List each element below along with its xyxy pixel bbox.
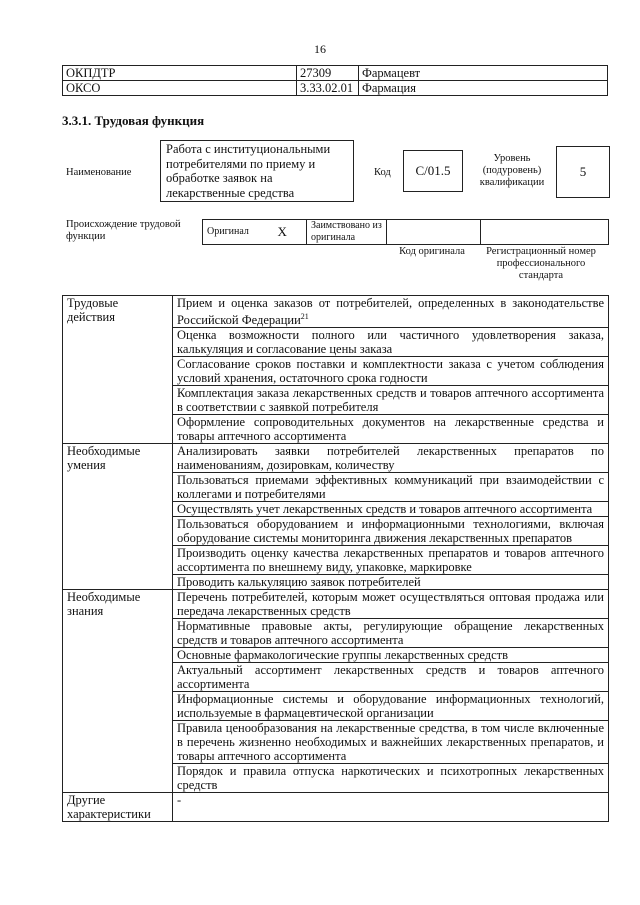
section-item: Согласование сроков поставки и комплектности заказа с учетом соблюдения условий хранения, остаточного срока годности xyxy=(173,357,609,386)
function-name-value: Работа с институциональными потребителями по приему и обработке заявок на лекарственные средства xyxy=(160,140,354,202)
name-label: Наименование xyxy=(66,167,132,178)
classifier-codes-table xyxy=(62,65,608,96)
section-title-skills: Необходимые умения xyxy=(63,444,173,590)
origin-code-cell xyxy=(387,220,481,245)
section-title-knowledge: Необходимые знания xyxy=(63,590,173,793)
borrowed-label: Заимствовано из оригинала xyxy=(307,220,387,245)
section-item: - xyxy=(173,793,609,822)
section-item: Прием и оценка заказов от потребителей, определенных в законодательстве Российской Федерации$^{21}$ xyxy=(173,296,609,328)
section-title-other: Другие характеристики xyxy=(63,793,173,822)
section-item: Правила ценообразования на лекарственные средства, в том числе включенные в перечень жизненно необходимых и важнейших лекарственных препаратов, и товары аптечного ассортимента xyxy=(173,721,609,764)
code-name: ОКПДТР xyxy=(63,66,297,81)
reg-number-label: Регистрационный номер профессионального стандарта xyxy=(486,246,596,281)
section-title-actions: Трудовые действия xyxy=(63,296,173,444)
table-row xyxy=(63,296,609,328)
section-item: Анализировать заявки потребителей лекарственных препаратов по наименованиям, дозировкам, количеству xyxy=(173,444,609,473)
table-row xyxy=(63,444,609,473)
section-item: Оформление сопроводительных документов на лекарственные средства и товары аптечного ассортимента xyxy=(173,415,609,444)
code-row xyxy=(63,81,608,96)
section-item: Нормативные правовые акты, регулирующие обращение лекарственных средств и товаров аптечного ассортимента xyxy=(173,619,609,648)
section-item: Актуальный ассортимент лекарственных средств и товаров аптечного ассортимента xyxy=(173,663,609,692)
code-name: ОКСО xyxy=(63,81,297,96)
original-mark: X xyxy=(259,220,307,245)
section-item: Перечень потребителей, которым может осуществляться оптовая продажа или передача лекарственных средств xyxy=(173,590,609,619)
section-item: Производить оценку качества лекарственных препаратов и товаров аптечного ассортимента по внешнему виду, упаковке, маркировке xyxy=(173,546,609,575)
function-details-table xyxy=(62,295,609,822)
section-item: Пользоваться приемами эффективных коммуникаций при взаимодействии с коллегами и потребителями xyxy=(173,473,609,502)
code-title: Фармация xyxy=(359,81,608,96)
section-item: Пользоваться оборудованием и информационными технологиями, включая оборудование системы мониторинга движения лекарственных препаратов xyxy=(173,517,609,546)
original-label: Оригинал xyxy=(203,220,259,245)
section-item: Комплектация заказа лекарственных средств и товаров аптечного ассортимента в соответствии с заявкой потребителя xyxy=(173,386,609,415)
code-title: Фармацевт xyxy=(359,66,608,81)
page-number: 16 xyxy=(314,42,326,56)
section-item: Проводить калькуляцию заявок потребителей xyxy=(173,575,609,590)
section-item: Информационные системы и оборудование информационных технологий, используемые в фармацевтической организации xyxy=(173,692,609,721)
section-item: Основные фармакологические группы лекарственных средств xyxy=(173,648,609,663)
origin-table xyxy=(202,219,609,245)
code-original-label: Код оригинала xyxy=(399,246,465,257)
section-item: Оценка возможности полного или частичного удовлетворения заказа, калькуляция и согласование цены заказа xyxy=(173,328,609,357)
code-label: Код xyxy=(374,167,391,178)
table-row xyxy=(63,590,609,619)
section-heading: 3.3.1. Трудовая функция xyxy=(62,113,205,128)
origin-label: Происхождение трудовой функции xyxy=(66,219,181,242)
level-label: Уровень (подуровень) квалификации xyxy=(479,153,545,188)
table-row xyxy=(63,793,609,822)
code-number: 27309 xyxy=(297,66,359,81)
origin-reg-cell xyxy=(481,220,609,245)
section-item: Осуществлять учет лекарственных средств и товаров аптечного ассортимента xyxy=(173,502,609,517)
code-number: 3.33.02.01 xyxy=(297,81,359,96)
section-item: Порядок и правила отпуска наркотических и психотропных лекарственных средств xyxy=(173,764,609,793)
footnote-ref: 21 xyxy=(300,312,309,321)
level-value: 5 xyxy=(556,146,610,198)
code-row xyxy=(63,66,608,81)
function-code-value: C/01.5 xyxy=(403,150,463,192)
